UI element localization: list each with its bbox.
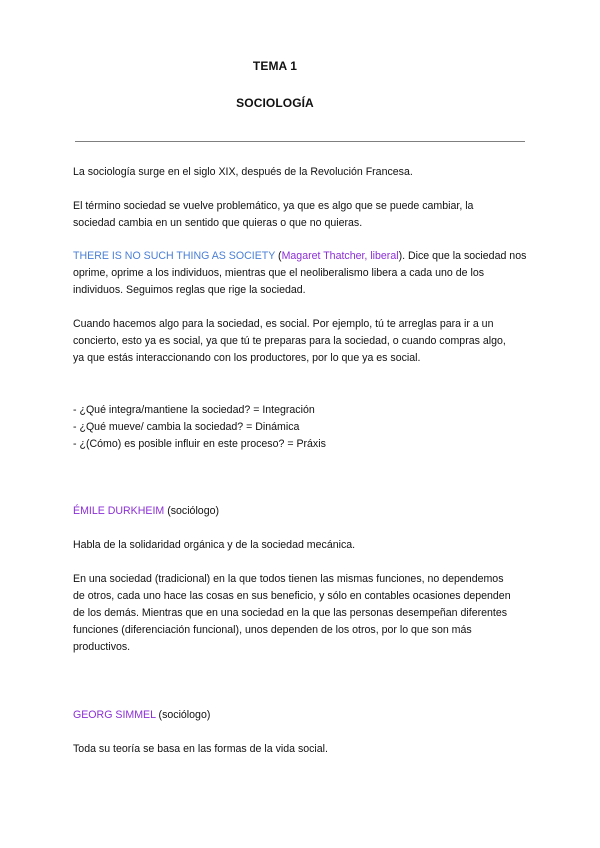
durkheim-paragraph-2 [73, 571, 528, 656]
simmel-name: GEORG SIMMEL [73, 709, 156, 721]
durkheim-paragraph-1 [73, 537, 528, 554]
text-line: de otros, cada uno hace las cosas en sus beneficio, y sólo en contables ocasiones dependen [73, 590, 511, 602]
horizontal-divider [75, 141, 525, 142]
thatcher-quote: THERE IS NO SUCH THING AS SOCIETY [73, 250, 276, 262]
simmel-paragraph-1 [73, 741, 528, 758]
list-item: - ¿Qué mueve/ cambia la sociedad? = Dinámica [73, 421, 300, 433]
simmel-role: (sociólogo) [155, 709, 211, 721]
social-paragraph [73, 316, 528, 367]
text-line: sociedad cambia en un sentido que quieras o que no quieras. [73, 217, 363, 229]
list-item: - ¿Qué integra/mantiene la sociedad? = Integración [73, 404, 315, 416]
list-item: - ¿(Cómo) es posible influir en este proceso? = Práxis [73, 438, 326, 450]
text-line: Toda su teoría se basa en las formas de la vida social. [73, 743, 328, 755]
text-line: de los demás. Mientras que en una sociedad en la que las personas desempeñan diferentes [73, 607, 508, 619]
durkheim-role: (sociólogo) [164, 505, 220, 517]
text-line: ya que estás interaccionando con los productores, por lo que ya es social. [73, 352, 421, 364]
text-line: La sociología surge en el siglo XIX, después de la Revolución Francesa. [73, 166, 413, 178]
open-paren: ( [275, 250, 282, 262]
text-line: concierto, esto ya es social, ya que tú te preparas para la sociedad, o cuando compras algo, [73, 335, 506, 347]
text-line: funciones (diferenciación funcional), unos dependen de los otros, por lo que son más [73, 624, 472, 636]
durkheim-name: ÉMILE DURKHEIM [73, 505, 165, 517]
intro-paragraph [73, 164, 528, 181]
text-line: individuos. Seguimos reglas que rige la sociedad. [73, 284, 306, 296]
text-line: En una sociedad (tradicional) en la que todos tienen las mismas funciones, no dependemos [73, 573, 504, 585]
page-title: TEMA 1 [252, 59, 298, 73]
text-line: productivos. [73, 641, 131, 653]
thatcher-paragraph [73, 248, 528, 299]
text-line [73, 503, 528, 520]
text-line [73, 707, 528, 724]
text-line: oprime, oprime a los individuos, mientras que el neoliberalismo libera a cada uno de los [73, 267, 485, 279]
simmel-heading [73, 707, 528, 724]
page-subtitle: SOCIOLOGÍA [236, 96, 314, 110]
text-line [73, 248, 528, 265]
problem-paragraph [73, 198, 528, 232]
durkheim-heading [73, 503, 528, 520]
text-line: Cuando hacemos algo para la sociedad, es social. Por ejemplo, tú te arreglas para ir a un [73, 318, 494, 330]
questions-list [73, 402, 528, 453]
text-line: El término sociedad se vuelve problemático, ya que es algo que se puede cambiar, la [73, 200, 474, 212]
text-line: Habla de la solidaridad orgánica y de la sociedad mecánica. [73, 539, 356, 551]
thatcher-rest: ). Dice que la sociedad nos [398, 250, 527, 262]
thatcher-author: Magaret Thatcher, liberal [281, 250, 399, 262]
